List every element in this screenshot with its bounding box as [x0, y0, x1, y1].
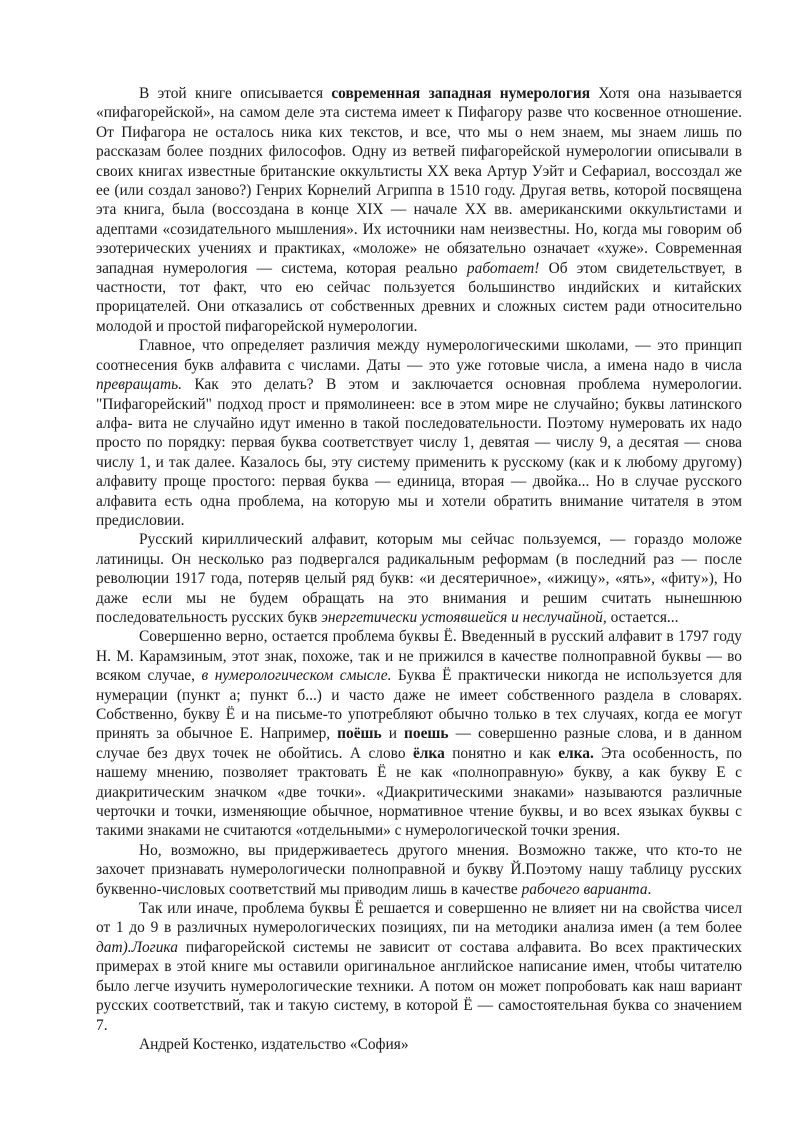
bold-text: поёшь	[337, 725, 382, 743]
italic-text: работает!	[466, 259, 540, 277]
bold-text: ёлка	[412, 744, 445, 762]
signature: Андрей Костенко, издательство «София»	[139, 1035, 409, 1053]
italic-text: в нумерологическом смысле.	[201, 667, 392, 685]
italic-text: рабочего варианта	[521, 880, 648, 898]
bold-text: елка.	[558, 744, 594, 762]
paragraph: Русский кириллический алфавит, которым мы сейчас пользуемся, — гораздо моложе латиницы. Он несколько раз подвергался радикальным реформам (в последний раз — после революции 1917 года, потеряв целый ряд букв: «и десятеричное», «ижицу», «ять», «фиту»), Но даже если мы не будем обращать на это внимания и решим считать нынешнюю последовательность русских букв энергетически устоявшейся и неслучайной, остается...	[96, 531, 742, 626]
paragraph: В этой книге описывается современная западная нумерология Хотя она называется «пифагорейской», на самом деле эта система имеет к Пифагору разве что косвенное отношение. От Пифагора не осталось ника ких текстов, и все, что мы о нем знаем, мы знаем лишь по рассказам более поздних философов. Одну из ветвей пифагорейской нумерологии описывали в своих книгах известные британские оккультисты XX века Артур Уэйт и Сефариал, воссоздал же ее (или создал заново?) Генрих Корнелий Агриппа в 1510 году. Другая ветвь, которой посвящена эта книга, была (воссоздана в конце XIX — начале XX вв. американскими оккультистами и адептами «созидательного мышления». Их источники нам неизвестны. Но, когда мы говорим об эзотерических учениях и практиках, «моложе» не обязательно означает «хуже». Современная западная нумерология — система, которая реально работает! Об этом свидетельствует, в частности, тот факт, что ею сейчас пользуется большинство индийских и китайских прорицателей. Они отказались от собственных древних и сложных систем ради относительно молодой и простой пифагорейской нумерологии.	[96, 85, 742, 335]
preface-text	[96, 84, 742, 1054]
paragraph: Так или иначе, проблема буквы Ё решается и совершенно не влияет ни на свойства чисел от 1 до 9 в различных нумерологических позициях, пи на методики анализа имен (а тем более дат).Логика пифагорейской системы не зависит от состава алфавита. Во всех практических примерах в этой книге мы оставили оригинальное английское написание имен, чтобы читателю было легче изучить нумерологические техники. А потом он может попробовать как наш вариант русских соответствий, так и такую систему, в которой Ё — самостоятельная буква со значением 7.	[96, 900, 742, 1034]
paragraph: Совершенно верно, остается проблема буквы Ё. Введенный в русский алфавит в 1797 году Н. М. Карамзиным, этот знак, похоже, так и не прижился в качестве полноправной буквы — во всяком случае, в нумерологическом смысле. Буква Ё практически никогда не используется для нумерации (пункт а; пункт б...) и часто даже не имеет собственного раздела в словарях. Собственно, букву Ё и на письме-то употребляют обычно только в тех случаях, когда ее могут принять за обычное Е. Например, поёшь и поешь — совершенно разные слова, и в данном случае без двух точек не обойтись. А слово ёлка понятно и как елка. Эта особенность, по нашему мнению, позволяет трактовать Ё не как «полноправную» букву, а как букву Е с диакритическим значком «две точки». «Диакритическими знаками» называются различные черточки и точки, изменяющие обычное, нормативное чтение буквы, и во всех языках буквы с такими знаками не считаются «отдельными» с нумерологической точки зрения.	[96, 628, 743, 840]
bold-text: современная западная нумерология	[331, 85, 591, 102]
bold-text: поешь	[404, 725, 449, 743]
paragraph: Главное, что определяет различия между нумерологическими школами, — это принцип соотнесения букв алфавита с числами. Даты — это уже готовые числа, а имена надо в числа превращать. Как это делать? В этом и заключается основная проблема нумерологии. "Пифагорейский" подход прост и прямолинеен: все в этом мире не случайно; буквы латинского алфа- вита не случайно идут именно в такой последовательности. Поэтому нумеровать их надо просто по порядку: первая буква соответствует числу 1, девятая — числу 9, а десятая — снова числу 1, и так далее. Казалось бы, эту систему применить к русскому (как и к любому другому) алфавиту проще простого: первая буква — единица, вторая — двойка... Но в случае русского алфавита есть одна проблема, на которую мы и хотели обратить внимание читателя в этом предисловии.	[96, 337, 742, 529]
italic-text: энергетически устоявшейся и неслучайной	[321, 608, 603, 626]
paragraph: Но, возможно, вы придерживаетесь другого мнения. Возможно также, что кто-то не захочет признавать нумерологически полноправной и букву Й.Поэтому нашу таблицу русских буквенно-числовых соответствий мы приводим лишь в качестве рабочего варианта.	[96, 841, 742, 898]
italic-text: дат).Логика	[96, 938, 178, 956]
italic-text: превращать.	[96, 376, 182, 394]
